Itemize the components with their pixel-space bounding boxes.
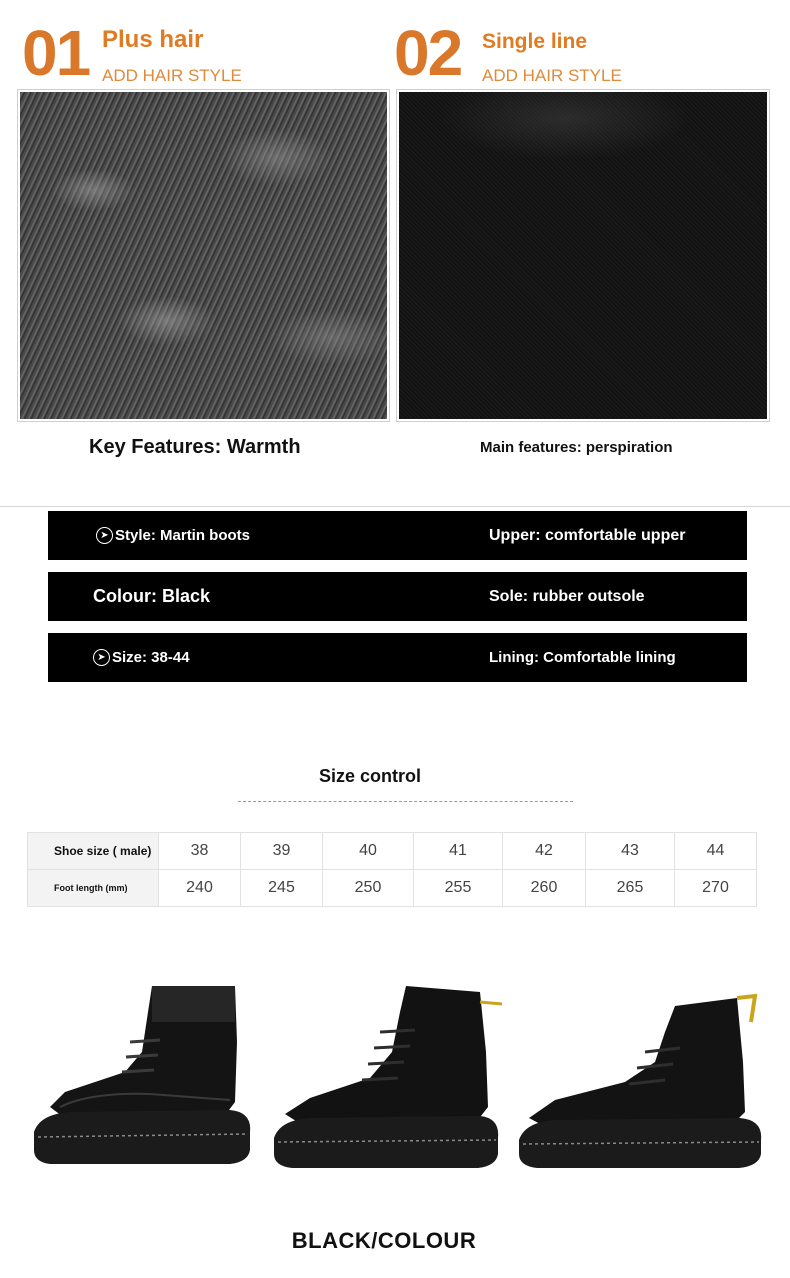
feature-caption-perspiration: Main features: perspiration xyxy=(480,439,673,456)
arrow-circle-icon: ➤ xyxy=(96,527,113,544)
boot-sock-style-image xyxy=(30,982,255,1177)
length-cell: 270 xyxy=(675,870,757,907)
size-control-title: Size control xyxy=(318,766,421,786)
length-cell: 265 xyxy=(586,870,675,907)
shoe-size-label: Shoe size ( male) xyxy=(28,833,159,870)
feature-caption-warmth: Key Features: Warmth xyxy=(89,436,301,458)
spec-size xyxy=(93,633,190,682)
spec-size-text: Size: 38-44 xyxy=(112,649,190,666)
size-cell: 40 xyxy=(323,833,414,870)
size-cell: 43 xyxy=(586,833,675,870)
feature-title: Plus hair xyxy=(102,26,204,53)
spec-sole: Sole: rubber outsole xyxy=(489,587,645,605)
size-control-underline xyxy=(238,801,573,802)
spec-lining: Lining: Comfortable lining xyxy=(489,649,676,666)
table-row-foot-length xyxy=(28,870,757,907)
section-divider xyxy=(0,506,790,507)
fur-lining-swatch-image xyxy=(17,89,390,422)
length-cell: 255 xyxy=(414,870,503,907)
length-cell: 245 xyxy=(241,870,323,907)
spec-colour: Colour: Black xyxy=(93,586,211,606)
size-cell: 41 xyxy=(414,833,503,870)
spec-row-size-lining xyxy=(48,633,747,682)
feature-subtitle: ADD HAIR STYLE xyxy=(102,66,242,85)
arrow-circle-icon: ➤ xyxy=(93,649,110,666)
spec-row-style-upper xyxy=(48,511,747,560)
size-cell: 44 xyxy=(675,833,757,870)
spec-style-text: Style: Martin boots xyxy=(115,527,251,544)
feature-number: 01 xyxy=(22,17,90,89)
size-table xyxy=(27,832,757,907)
spec-upper: Upper: comfortable upper xyxy=(489,526,686,544)
spec-style xyxy=(96,511,256,560)
colour-label: BLACK/COLOUR xyxy=(291,1228,477,1253)
length-cell: 250 xyxy=(323,870,414,907)
boot-lace-up-image xyxy=(270,982,510,1177)
feature-title: Single line xyxy=(482,30,588,53)
feature-header-single-line xyxy=(394,18,774,88)
feature-subtitle: ADD HAIR STYLE xyxy=(482,66,622,85)
feature-number: 02 xyxy=(394,17,462,89)
feature-header-plus-hair xyxy=(22,18,382,88)
size-cell: 39 xyxy=(241,833,323,870)
spec-row-colour-sole xyxy=(48,572,747,621)
mesh-lining-swatch-image xyxy=(396,89,770,422)
length-cell: 240 xyxy=(159,870,241,907)
length-cell: 260 xyxy=(503,870,586,907)
foot-length-label: Foot length (mm) xyxy=(28,870,159,907)
table-row-shoe-size xyxy=(28,833,757,870)
boot-low-ankle-image xyxy=(515,982,765,1177)
size-cell: 42 xyxy=(503,833,586,870)
size-cell: 38 xyxy=(159,833,241,870)
